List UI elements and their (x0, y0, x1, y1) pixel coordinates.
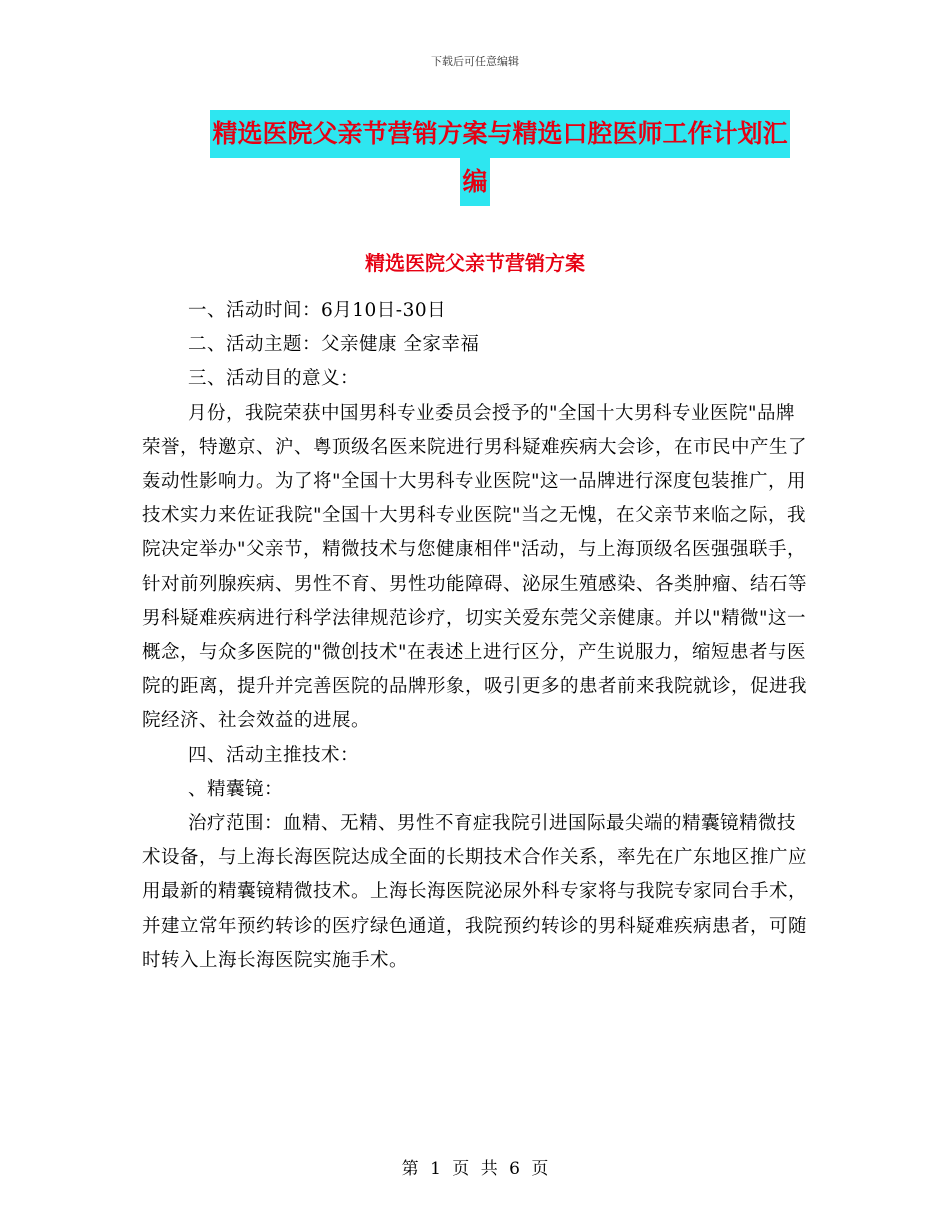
paragraph-activity-time: 一、活动时间：6月10日-30日 (188, 300, 447, 321)
document-body (142, 294, 810, 978)
header-note: 下载后可任意编辑 (431, 55, 519, 68)
paragraph-seminal-scope-heading: 、精囊镜： (188, 778, 284, 800)
paragraph-treatment-scope: 治疗范围：血精、无精、男性不育症我院引进国际最尖端的精囊镜精微技术设备，与上海长海医院达成全面的长期技术合作关系，率先在广东地区推广应用最新的精囊镜精微技术。上海长海医院泌尿外科专家将与我院专家同台手术，并建立常年预约转诊的医疗绿色通道，我院预约转诊的男科疑难疾病患者，可随时转入上海长海医院实施手术。 (142, 813, 808, 971)
title-line-2: 编 (460, 158, 489, 206)
paragraph-purpose-body: 月份，我院荣获中国男科专业委员会授予的"全国十大男科专业医院"品牌荣誉，特邀京、沪、粤顶级名医来院进行男科疑难疾病大会诊，在市民中产生了轰动性影响力。为了将"全国十大男科专业医院"这一品牌进行深度包装推广，用技术实力来佐证我院"全国十大男科专业医院"当之无愧，在父亲节来临之际，我院决定举办"父亲节，精微技术与您健康相伴"活动，与上海顶级名医强强联手，针对前列腺疾病、男性不育、男性功能障碍、泌尿生殖感染、各类肿瘤、结石等男科疑难疾病进行科学法律规范诊疗，切实关爱东莞父亲健康。并以"精微"这一概念，与众多医院的"微创技术"在表述上进行区分，产生说服力，缩短患者与医院的距离，提升并完善医院的品牌形象，吸引更多的患者前来我院就诊，促进我院经济、社会效益的进展。 (142, 402, 808, 732)
paragraph-activity-theme: 二、活动主题：父亲健康 全家幸福 (188, 334, 480, 356)
section-title: 精选医院父亲节营销方案 (365, 251, 585, 275)
paragraph-tech-heading: 四、活动主推技术： (188, 744, 360, 766)
title-line-1: 精选医院父亲节营销方案与精选口腔医师工作计划汇 (210, 110, 789, 158)
paragraph-purpose-heading: 三、活动目的意义： (188, 368, 360, 390)
page-number-footer: 第 1 页 共 6 页 (401, 1159, 549, 1179)
document-title (0, 110, 950, 206)
